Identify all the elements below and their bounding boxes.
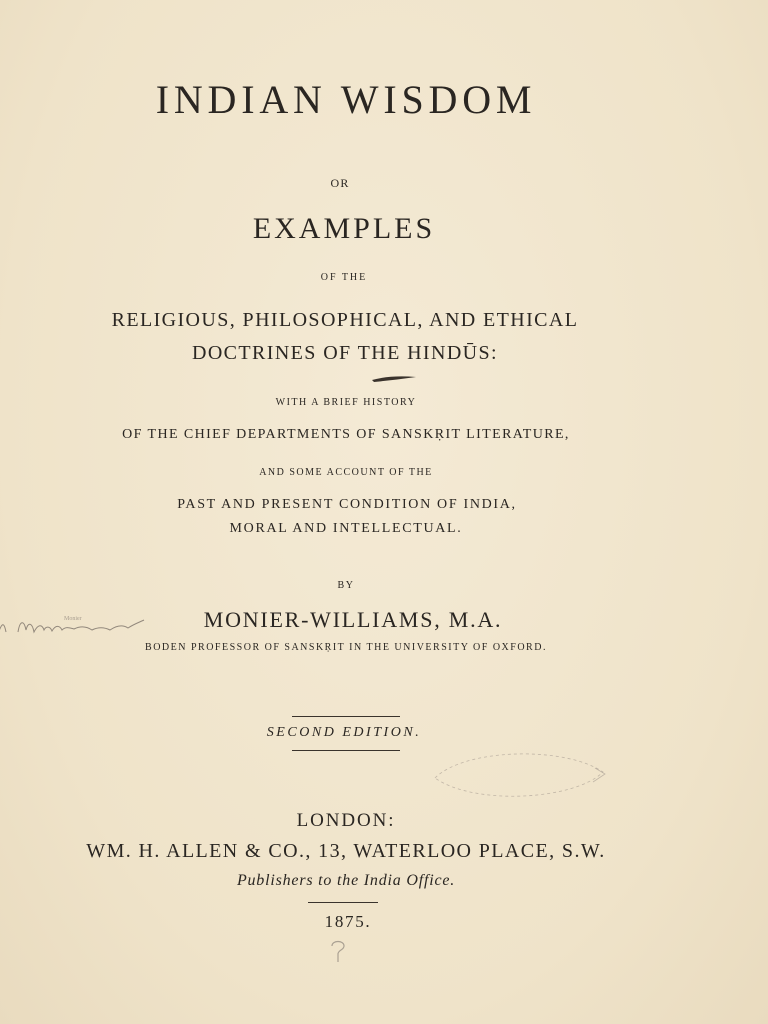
faded-stamp bbox=[425, 738, 615, 810]
edition-rule-bottom bbox=[292, 750, 400, 751]
publication-year: 1875. bbox=[324, 912, 372, 931]
author-name: MONIER-WILLIAMS, M.A. bbox=[203, 607, 503, 632]
account-line: AND SOME ACCOUNT OF THE bbox=[259, 467, 433, 478]
brief-history-line: WITH A BRIEF HISTORY bbox=[275, 397, 417, 408]
publisher-name: WM. H. ALLEN & CO., 13, WATERLOO PLACE, S.W. bbox=[86, 840, 606, 862]
or-connector: OR bbox=[330, 176, 350, 190]
author-position: BODEN PROFESSOR OF SANSKṚIT IN THE UNIVERSITY OF OXFORD. bbox=[145, 642, 547, 653]
departments-line: OF THE CHIEF DEPARTMENTS OF SANSKṚIT LITERATURE, bbox=[122, 427, 570, 442]
doctrines-line-1: RELIGIOUS, PHILOSOPHICAL, AND ETHICAL bbox=[111, 309, 579, 331]
book-title: INDIAN WISDOM bbox=[155, 77, 537, 122]
edition-rule-top bbox=[292, 716, 400, 717]
edition-label: SECOND EDITION. bbox=[266, 725, 422, 740]
book-subtitle: EXAMPLES bbox=[252, 212, 436, 245]
svg-text:Monier: Monier bbox=[64, 616, 82, 622]
ornamental-dash bbox=[370, 374, 420, 384]
publisher-note: Publishers to the India Office. bbox=[236, 872, 456, 889]
of-the-connector: OF THE bbox=[320, 272, 368, 283]
condition-line-2: MORAL AND INTELLECTUAL. bbox=[229, 521, 463, 536]
year-rule bbox=[308, 902, 378, 903]
doctrines-line-2: DOCTRINES OF THE HINDŪS: bbox=[191, 342, 499, 364]
publication-city: LONDON: bbox=[296, 810, 396, 831]
condition-line-1: PAST AND PRESENT CONDITION OF INDIA, bbox=[177, 497, 517, 512]
by-line: BY bbox=[337, 580, 355, 591]
small-seal-mark bbox=[326, 938, 350, 964]
